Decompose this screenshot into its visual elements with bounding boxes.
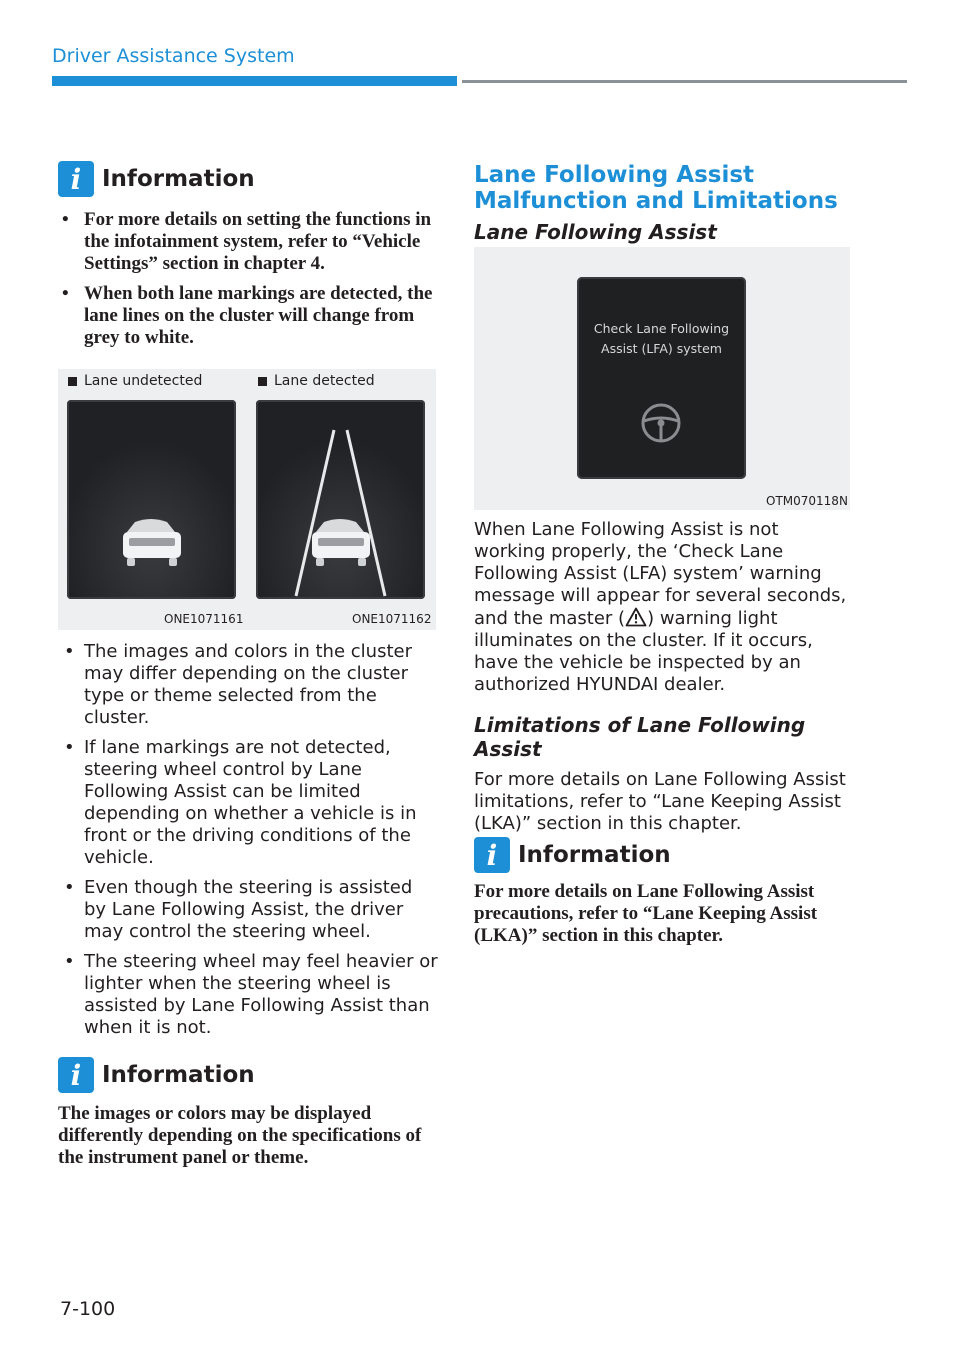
info-box-3 xyxy=(474,837,854,947)
car-rear-icon xyxy=(67,400,236,599)
header-rule xyxy=(462,80,907,83)
info-bullet: • When both lane markings are detected, the lane lines on the cluster will change from grey to white. xyxy=(58,283,438,349)
info-heading xyxy=(58,161,438,197)
subsection-title-malfunction: Lane Following Assist xyxy=(474,220,717,244)
info-box-1 xyxy=(58,161,438,357)
cluster-screen-detected xyxy=(256,400,425,599)
info-title: Information xyxy=(518,842,671,868)
subsection-title-limitations: Limitations of Lane Following Assist xyxy=(474,713,806,761)
info-icon: i xyxy=(58,1057,94,1093)
section-title-line2: Malfunction and Limitations xyxy=(474,188,838,214)
list-item: • If lane markings are not detected, steering wheel control by Lane Following Assist can be limited depending on whether a vehicle is in front or the driving conditions of the vehicle. xyxy=(58,737,438,869)
figure-code-2: ONE1071162 xyxy=(352,612,432,626)
info-heading xyxy=(58,1057,438,1093)
info-heading xyxy=(474,837,854,873)
info-box-2 xyxy=(58,1057,438,1169)
malfunction-figure xyxy=(474,247,850,510)
left-bullet-list xyxy=(58,641,438,1047)
lane-figures xyxy=(58,369,436,630)
info-title: Information xyxy=(102,1062,255,1088)
steering-wheel-icon xyxy=(639,401,683,445)
info-text: The images or colors may be displayed differently depending on the specifications of the instrument panel or theme. xyxy=(58,1103,422,1168)
info-text: For more details on Lane Following Assist precautions, refer to “Lane Keeping Assist (LKA)” section in this chapter. xyxy=(474,881,818,946)
limitations-paragraph: For more details on Lane Following Assist limitations, refer to “Lane Keeping Assist (LKA)” section in this chapter. xyxy=(474,769,846,834)
section-header-title: Driver Assistance System xyxy=(52,45,295,67)
malfunction-paragraph: When Lane Following Assist is not working properly, the ‘Check Lane Following Assist (LFA) system’ warning message will appear for several seconds, and the master ( ) warning light illuminates on the cluster. If it occurs, have the vehicle be inspected by an authorized HYUNDAI dealer. xyxy=(474,519,847,695)
info-text xyxy=(58,209,438,349)
cluster-screen-undetected xyxy=(67,400,236,599)
screen-message: Check Lane Following Assist (LFA) system xyxy=(593,321,730,356)
figure-code-1: ONE1071161 xyxy=(164,612,244,626)
list-item: • The images and colors in the cluster may differ depending on the cluster type or theme selected from the cluster. xyxy=(58,641,438,729)
figure-caption-detected: Lane detected xyxy=(258,373,375,389)
section-title-line1: Lane Following Assist xyxy=(474,162,755,188)
limitations-section xyxy=(474,713,854,835)
list-item: • Even though the steering is assisted by Lane Following Assist, the driver may control the steering wheel. xyxy=(58,877,438,943)
info-icon: i xyxy=(474,837,510,873)
square-bullet-icon xyxy=(258,377,267,386)
car-rear-icon xyxy=(256,400,425,599)
header-accent-bar xyxy=(52,76,457,86)
page-number: 7-100 xyxy=(60,1298,116,1320)
warning-triangle-icon xyxy=(625,607,647,627)
info-bullet: • For more details on setting the functions in the infotainment system, refer to “Vehicle Settings” section in chapter 4. xyxy=(58,209,438,275)
cluster-warning-screen xyxy=(577,277,746,479)
info-icon: i xyxy=(58,161,94,197)
list-item: • The steering wheel may feel heavier or lighter when the steering wheel is assisted by Lane Following Assist than when it is not. xyxy=(58,951,438,1039)
info-title: Information xyxy=(102,166,255,192)
square-bullet-icon xyxy=(68,377,77,386)
figure-caption-undetected: Lane undetected xyxy=(68,373,202,389)
figure-code-3: OTM070118N xyxy=(766,494,848,508)
